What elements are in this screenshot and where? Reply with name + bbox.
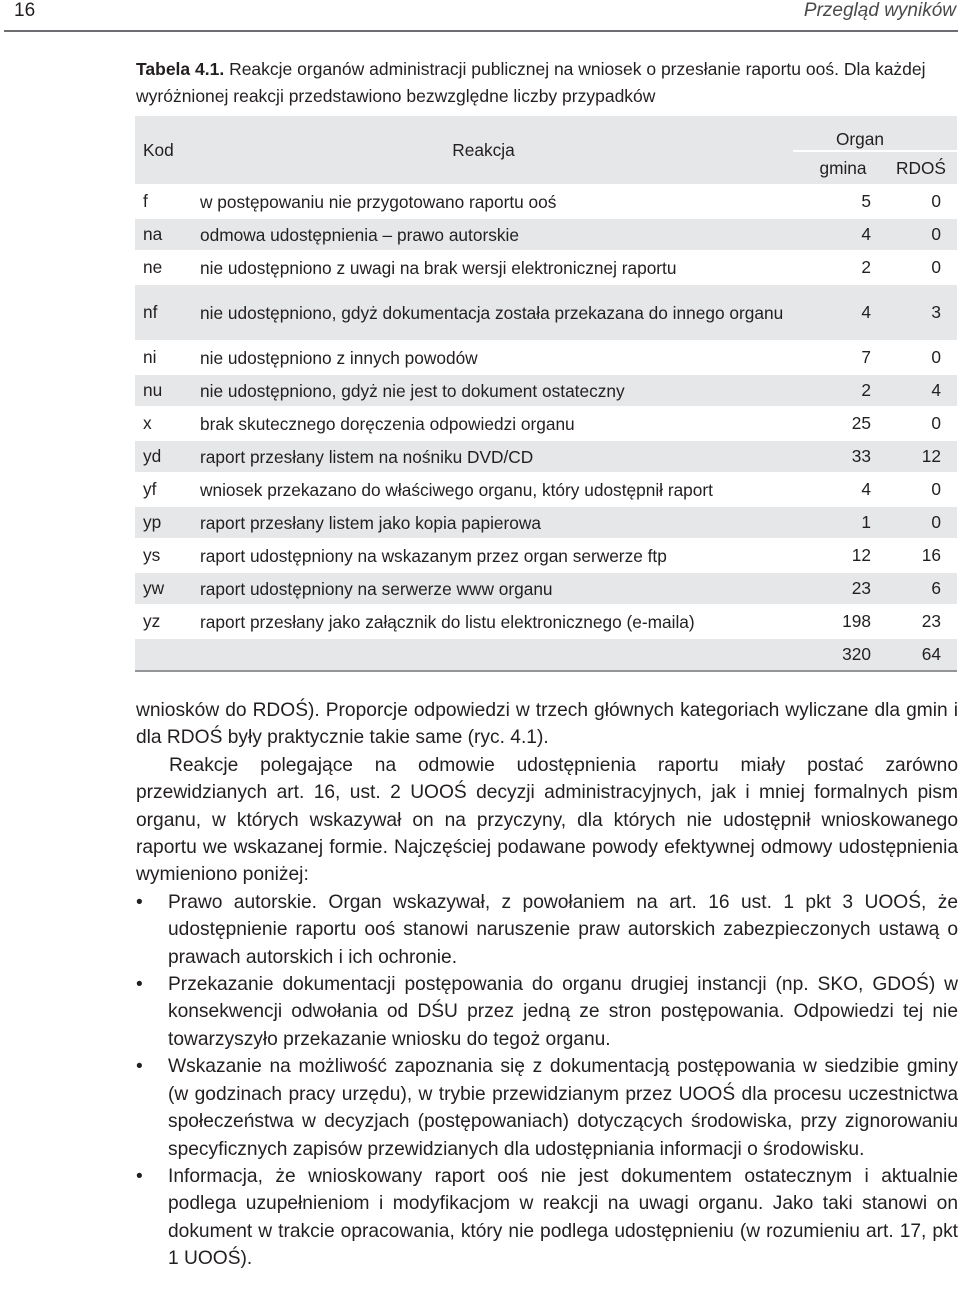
reaction-table	[135, 116, 957, 672]
cell-kod: ys	[135, 539, 200, 572]
cell-reakcja: odmowa udostępnienia – prawo autorskie	[200, 218, 793, 251]
bullet-icon: •	[136, 1165, 143, 1187]
table-row	[135, 251, 957, 284]
caption-label: Tabela 4.1.	[136, 59, 225, 79]
list-item-text: Informacja, że wnioskowany raport ooś nie jest dokumentem ostatecznym i aktualnie podlega uzupełnieniom i modyfikacjom w reakcji na uwagi organu. Jako taki stanowi on dokument w trakcie opracowania, który nie podlega udostępnieniu (w rozumieniu art. 17, pkt 1 UOOŚ).	[168, 1165, 958, 1270]
header-kod: Kod	[135, 116, 200, 185]
cell-rdos: 0	[887, 185, 957, 218]
page-header	[0, 0, 960, 34]
header-gmina: gmina	[793, 151, 887, 185]
table-row	[135, 407, 957, 440]
list-item	[136, 889, 958, 971]
cell-gmina: 5	[793, 185, 887, 218]
cell-rdos: 16	[887, 539, 957, 572]
table-row	[135, 539, 957, 572]
table-row	[135, 341, 957, 374]
totals-kod-empty	[135, 638, 200, 671]
cell-rdos: 0	[887, 473, 957, 506]
cell-kod: ni	[135, 341, 200, 374]
cell-reakcja: raport udostępniony na serwerze www organu	[200, 572, 793, 605]
table-row	[135, 218, 957, 251]
list-item	[136, 1053, 958, 1163]
cell-gmina: 12	[793, 539, 887, 572]
table-row	[135, 473, 957, 506]
cell-reakcja: nie udostępniono, gdyż nie jest to dokument ostateczny	[200, 374, 793, 407]
cell-kod: f	[135, 185, 200, 218]
header-rule	[4, 30, 958, 32]
table-row	[135, 605, 957, 638]
cell-gmina: 4	[793, 473, 887, 506]
cell-reakcja: w postępowaniu nie przygotowano raportu ooś	[200, 185, 793, 218]
totals-row	[135, 638, 957, 671]
cell-gmina: 4	[793, 218, 887, 251]
paragraph: Reakcje polegające na odmowie udostępnienia raportu miały postać zarówno przewidzianych art. 16, ust. 2 UOOŚ decyzji administracyjnych, jak i mniej formalnych pism organu, w których wskazywał on na przyczyny, dla których nie udostępnił wnioskowanego raportu we wskazanej formie. Najczęściej podawane powody efektywnej odmowy udostępnienia wymieniono poniżej:	[136, 754, 958, 886]
caption-text: Reakcje organów administracji publicznej na wniosek o przesłanie raportu ooś. Dla każdej wyróżnionej reakcji przedstawiono bezwzględne liczby przypadków	[136, 59, 926, 106]
cell-rdos: 3	[887, 284, 957, 341]
cell-reakcja: raport udostępniony na wskazanym przez organ serwerze ftp	[200, 539, 793, 572]
cell-gmina: 2	[793, 374, 887, 407]
cell-kod: ne	[135, 251, 200, 284]
running-title: Przegląd wyników	[803, 0, 956, 21]
cell-gmina: 2	[793, 251, 887, 284]
table-row	[135, 185, 957, 218]
table-row	[135, 284, 957, 341]
bullet-icon: •	[136, 974, 143, 996]
cell-reakcja: raport przesłany listem jako kopia papierowa	[200, 506, 793, 539]
cell-gmina: 25	[793, 407, 887, 440]
cell-reakcja: nie udostępniono, gdyż dokumentacja została przekazana do innego organu	[200, 284, 793, 341]
cell-gmina: 4	[793, 284, 887, 341]
cell-rdos: 0	[887, 506, 957, 539]
header-rdos: RDOŚ	[887, 151, 957, 185]
cell-gmina: 1	[793, 506, 887, 539]
cell-kod: na	[135, 218, 200, 251]
cell-reakcja: wniosek przekazano do właściwego organu, który udostępnił raport	[200, 473, 793, 506]
list-item	[136, 971, 958, 1053]
cell-rdos: 23	[887, 605, 957, 638]
list-item	[136, 1163, 958, 1273]
cell-rdos: 0	[887, 341, 957, 374]
table-row	[135, 506, 957, 539]
cell-reakcja: raport przesłany listem na nośniku DVD/CD	[200, 440, 793, 473]
cell-rdos: 12	[887, 440, 957, 473]
list-item-text: Prawo autorskie. Organ wskazywał, z powołaniem na art. 16 ust. 1 pkt 3 UOOŚ, że udostępnienie raportu ooś stanowi naruszenie praw autorskich zabezpieczonych ustawą o prawach autorskich i ich ochronie.	[168, 891, 958, 968]
cell-reakcja: raport przesłany jako załącznik do listu elektronicznego (e-maila)	[200, 605, 793, 638]
cell-kod: yp	[135, 506, 200, 539]
header-organ: Organ	[793, 116, 957, 151]
table-row	[135, 440, 957, 473]
cell-rdos: 6	[887, 572, 957, 605]
cell-gmina: 23	[793, 572, 887, 605]
total-gmina: 320	[793, 638, 887, 671]
list-item-text: Wskazanie na możliwość zapoznania się z dokumentacją postępowania w siedzibie gminy (w godzinach pracy urzędu), w trybie przewidzianym przez UOOŚ dla procesu uczestnictwa społeczeństwa w decyzjach (postępowaniach) dotyczących środowiska, przy zignorowaniu specyficznych zapisów przewidzianych dla udostępniania informacji o środowisku.	[168, 1056, 958, 1160]
cell-kod: nf	[135, 284, 200, 341]
cell-rdos: 0	[887, 218, 957, 251]
page-number: 16	[14, 0, 36, 21]
cell-gmina: 198	[793, 605, 887, 638]
cell-rdos: 4	[887, 374, 957, 407]
cell-kod: nu	[135, 374, 200, 407]
table-caption	[136, 56, 956, 110]
table-row	[135, 374, 957, 407]
total-rdos: 64	[887, 638, 957, 671]
list-item-text: Przekazanie dokumentacji postępowania do organu drugiej instancji (np. SKO, GDOŚ) w konsekwencji odwołania od DŚU przez jedną ze stron postępowania. Odpowiedzi tej nie towarzyszyło przekazanie wniosku do tegoż organu.	[168, 974, 958, 1050]
reasons-list	[136, 889, 958, 1273]
paragraph: wniosków do RDOŚ). Proporcje odpowiedzi w trzech głównych kategoriach wyliczane dla gmin i dla RDOŚ były praktycznie takie same (ryc. 4.1).	[136, 700, 958, 749]
cell-kod: yw	[135, 572, 200, 605]
bullet-icon: •	[136, 1056, 143, 1078]
cell-gmina: 33	[793, 440, 887, 473]
cell-gmina: 7	[793, 341, 887, 374]
bullet-icon: •	[136, 891, 143, 913]
cell-kod: x	[135, 407, 200, 440]
cell-rdos: 0	[887, 251, 957, 284]
cell-reakcja: brak skutecznego doręczenia odpowiedzi organu	[200, 407, 793, 440]
cell-kod: yf	[135, 473, 200, 506]
header-reakcja: Reakcja	[200, 116, 793, 185]
cell-kod: yz	[135, 605, 200, 638]
cell-rdos: 0	[887, 407, 957, 440]
table-row	[135, 572, 957, 605]
totals-reakcja-empty	[200, 638, 793, 671]
body-text	[136, 697, 958, 1273]
cell-reakcja: nie udostępniono z uwagi na brak wersji elektronicznej raportu	[200, 251, 793, 284]
cell-kod: yd	[135, 440, 200, 473]
table-body	[135, 185, 957, 671]
cell-reakcja: nie udostępniono z innych powodów	[200, 341, 793, 374]
